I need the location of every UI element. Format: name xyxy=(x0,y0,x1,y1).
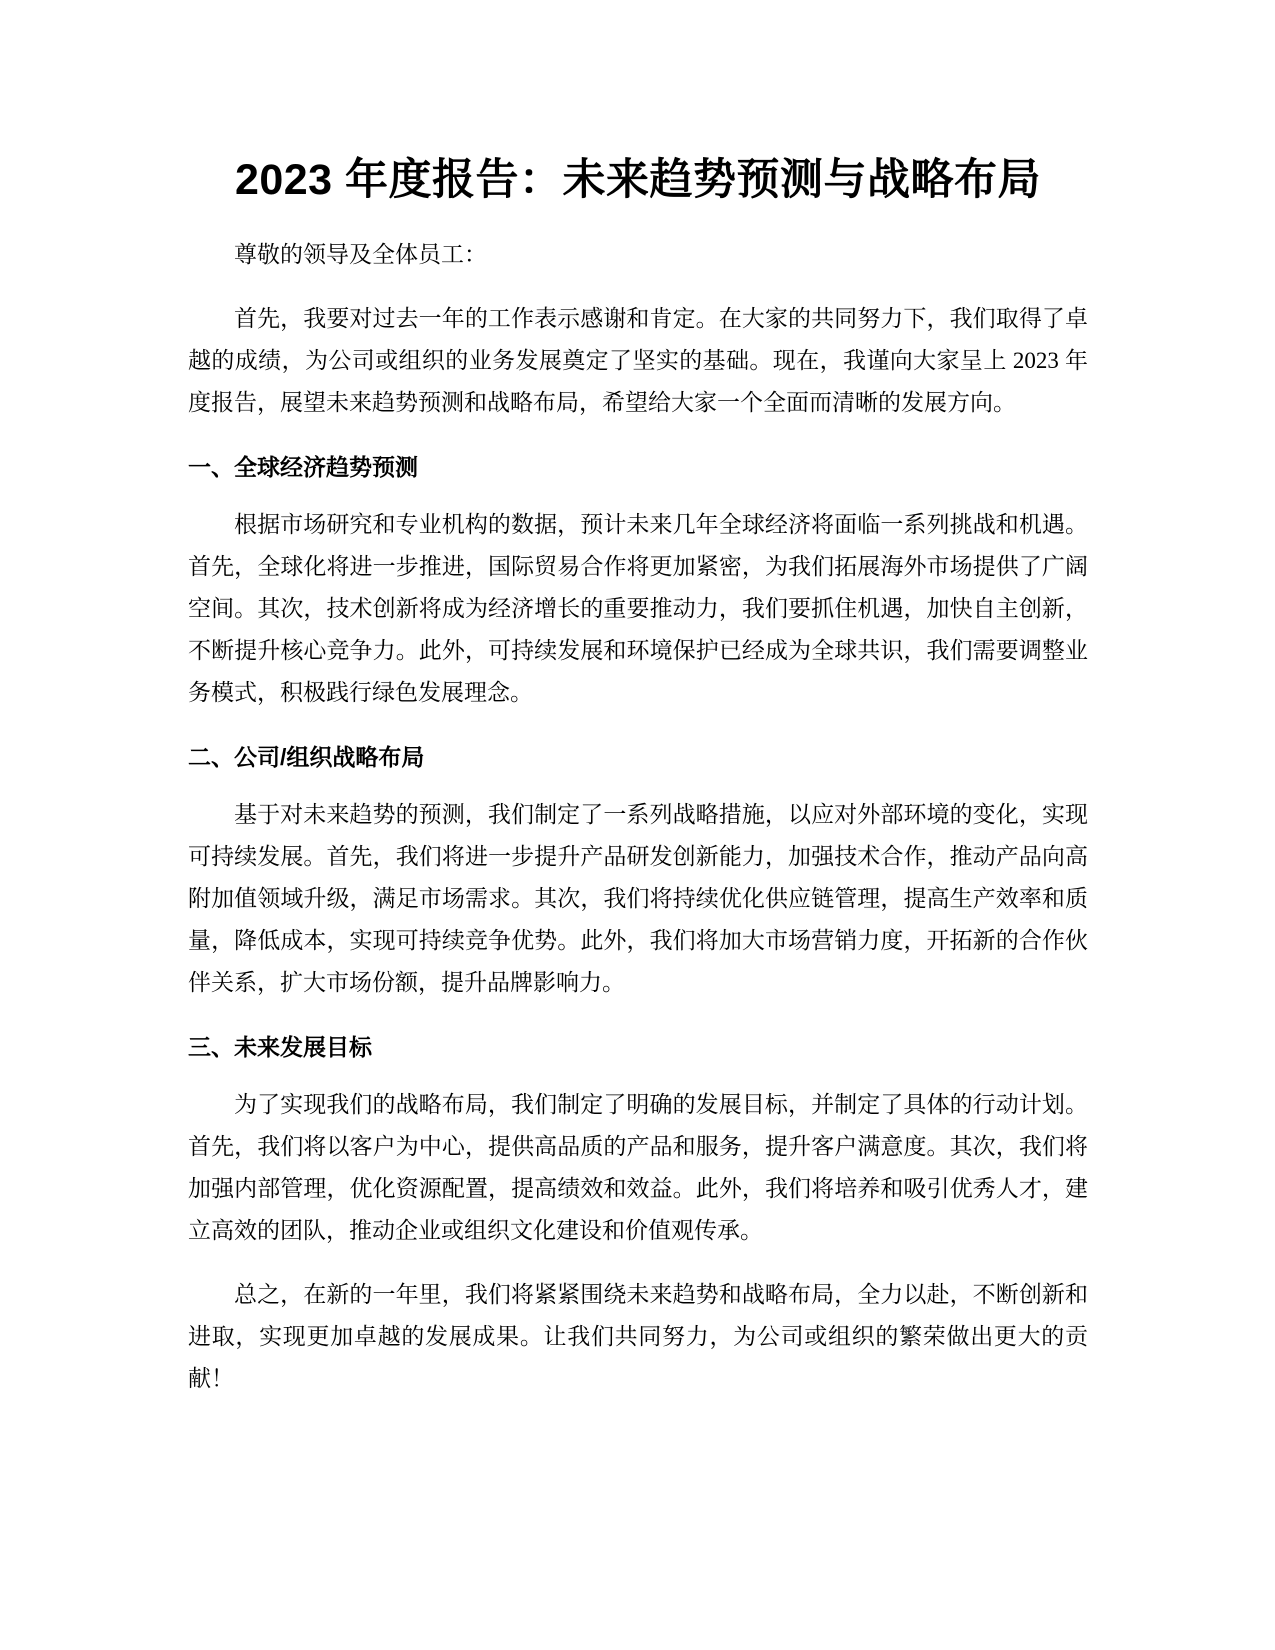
section-heading-goals: 三、未来发展目标 xyxy=(188,1034,372,1060)
document-page xyxy=(188,150,1088,1422)
greeting: 尊敬的领导及全体员工： xyxy=(234,242,487,267)
section-body-strategy: 基于对未来趋势的预测，我们制定了一系列战略措施，以应对外部环境的变化，实现可持续发展。首先，我们将进一步提升产品研发创新能力，加强技术合作，推动产品向高附加值领域升级，满足市场需求。其次，我们将持续优化供应链管理，提高生产效率和质量，降低成本，实现可持续竞争优势。此外，我们将加大市场营销力度，开拓新的合作伙伴关系，扩大市场份额，提升品牌影响力。 xyxy=(188,802,1088,995)
conclusion-paragraph: 总之，在新的一年里，我们将紧紧围绕未来趋势和战略布局，全力以赴，不断创新和进取，实现更加卓越的发展成果。让我们共同努力，为公司或组织的繁荣做出更大的贡献！ xyxy=(188,1282,1088,1391)
section-body-goals: 为了实现我们的战略布局，我们制定了明确的发展目标，并制定了具体的行动计划。首先，我们将以客户为中心，提供高品质的产品和服务，提升客户满意度。其次，我们将加强内部管理，优化资源配置，提高绩效和效益。此外，我们将培养和吸引优秀人才，建立高效的团队，推动企业或组织文化建设和价值观传承。 xyxy=(188,1092,1088,1243)
intro-paragraph: 首先，我要对过去一年的工作表示感谢和肯定。在大家的共同努力下，我们取得了卓越的成绩，为公司或组织的业务发展奠定了坚实的基础。现在，我谨向大家呈上 2023 年度报告，展望未来趋势预测和战略布局，希望给大家一个全面而清晰的发展方向。 xyxy=(188,306,1088,415)
section-heading-strategy: 二、公司/组织战略布局 xyxy=(188,744,425,770)
section-body-economy: 根据市场研究和专业机构的数据，预计未来几年全球经济将面临一系列挑战和机遇。首先，全球化将进一步推进，国际贸易合作将更加紧密，为我们拓展海外市场提供了广阔空间。其次，技术创新将成为经济增长的重要推动力，我们要抓住机遇，加快自主创新，不断提升核心竞争力。此外，可持续发展和环境保护已经成为全球共识，我们需要调整业务模式，积极践行绿色发展理念。 xyxy=(188,512,1088,705)
section-heading-economy: 一、全球经济趋势预测 xyxy=(188,454,418,480)
document-title: 2023 年度报告：未来趋势预测与战略布局 xyxy=(234,156,1042,204)
